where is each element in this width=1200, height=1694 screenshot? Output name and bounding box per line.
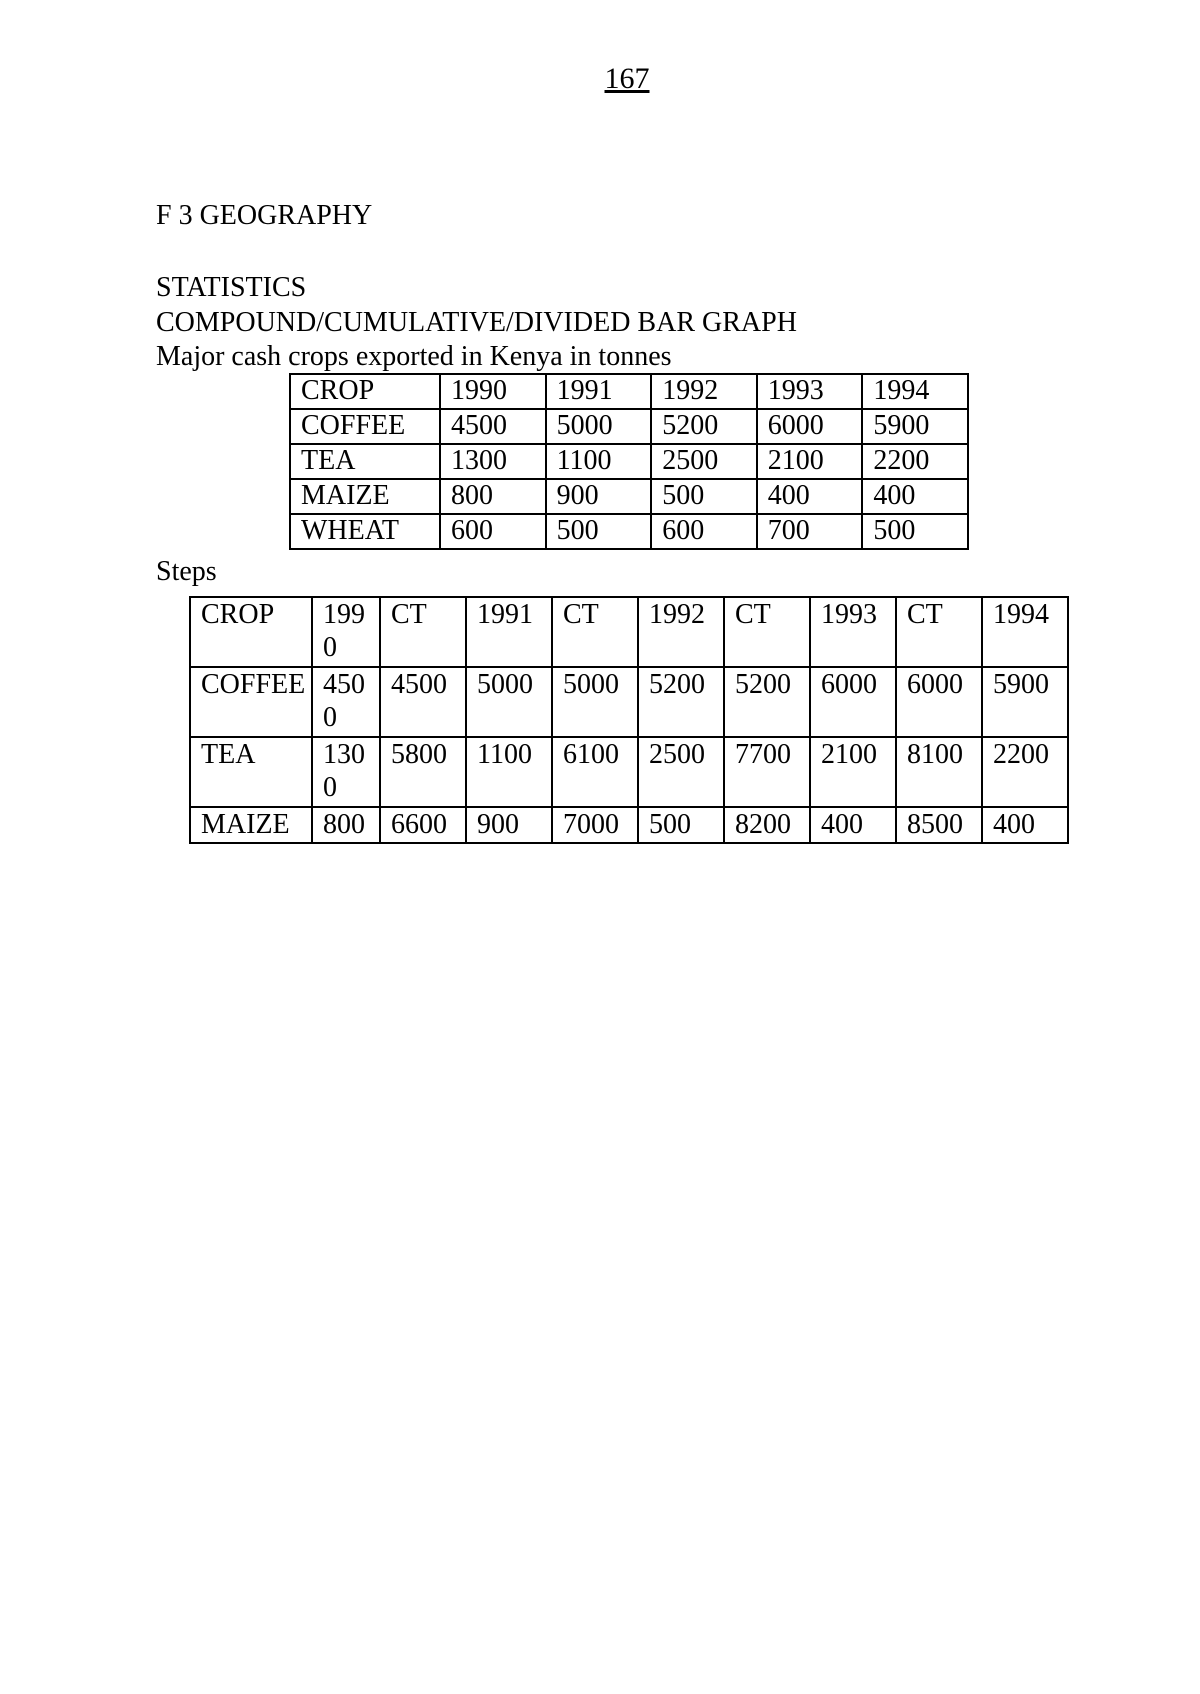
steps-label: Steps [156,556,217,587]
table-cell: 5000 [466,667,552,737]
column-header: 1991 [546,374,652,409]
table-cell: 1300 [440,444,546,479]
table-row [190,667,1068,737]
column-header: CROP [290,374,440,409]
table-cell: 600 [440,514,546,549]
table-cell: 6000 [896,667,982,737]
table-cell: TEA [190,737,312,807]
table-cell: 5000 [546,409,652,444]
subtopic-heading: COMPOUND/CUMULATIVE/DIVIDED BAR GRAPH [156,307,797,338]
table-cell: 8200 [724,807,810,843]
table-cell: 7000 [552,807,638,843]
table-cell: 400 [810,807,896,843]
table-cell: COFFEE [290,409,440,444]
table-cell: 2100 [757,444,863,479]
table-cell: 900 [546,479,652,514]
table-cell: 5200 [651,409,757,444]
course-title: F 3 GEOGRAPHY [156,200,373,231]
column-header: 1990 [440,374,546,409]
table-cell: 5000 [552,667,638,737]
table-cell: 500 [651,479,757,514]
table-cell: 1100 [546,444,652,479]
table-cell: 8500 [896,807,982,843]
column-header: 1991 [466,597,552,667]
table-row [290,444,968,479]
table-row [290,409,968,444]
table-cell: 6000 [810,667,896,737]
column-header: 1993 [757,374,863,409]
table-cell: 900 [466,807,552,843]
table-cell: 2100 [810,737,896,807]
cumulative-steps-table [189,596,1069,844]
table-cell: MAIZE [290,479,440,514]
table-cell: 4500 [440,409,546,444]
table-cell: COFFEE [190,667,312,737]
table-row [290,479,968,514]
table-header-row [290,374,968,409]
table-cell: 600 [651,514,757,549]
table-cell: 5800 [380,737,466,807]
table-cell: 4500 [312,667,380,737]
table-cell: 1100 [466,737,552,807]
table-cell: 2200 [982,737,1068,807]
column-header: CT [380,597,466,667]
table-cell: 2500 [638,737,724,807]
table-cell: 6000 [757,409,863,444]
table-cell: 8100 [896,737,982,807]
table-cell: 800 [440,479,546,514]
table-cell: 6100 [552,737,638,807]
table-caption: Major cash crops exported in Kenya in tonnes [156,341,672,372]
page-number: 167 [604,62,650,95]
table-cell: 2500 [651,444,757,479]
table-cell: 5200 [638,667,724,737]
table-row [190,807,1068,843]
column-header: 1994 [862,374,968,409]
column-header: 1993 [810,597,896,667]
table-cell: 400 [982,807,1068,843]
table-cell: 700 [757,514,863,549]
table-cell: MAIZE [190,807,312,843]
table-row [290,514,968,549]
column-header: 1992 [638,597,724,667]
column-header: CT [552,597,638,667]
table-cell: 5200 [724,667,810,737]
table-cell: 500 [862,514,968,549]
column-header: 1992 [651,374,757,409]
table-header-row [190,597,1068,667]
table-cell: 5900 [862,409,968,444]
column-header: 1994 [982,597,1068,667]
column-header: 1990 [312,597,380,667]
table-cell: 500 [546,514,652,549]
table-cell: 800 [312,807,380,843]
table-cell: 1300 [312,737,380,807]
table-cell: 500 [638,807,724,843]
table-cell: 2200 [862,444,968,479]
column-header: CT [896,597,982,667]
table-cell: 400 [862,479,968,514]
table-cell: WHEAT [290,514,440,549]
column-header: CT [724,597,810,667]
table-cell: TEA [290,444,440,479]
table-row [190,737,1068,807]
table-cell: 400 [757,479,863,514]
table-cell: 5900 [982,667,1068,737]
crop-export-table [289,373,969,550]
table-cell: 4500 [380,667,466,737]
column-header: CROP [190,597,312,667]
table-cell: 6600 [380,807,466,843]
topic-heading: STATISTICS [156,272,307,303]
table-cell: 7700 [724,737,810,807]
